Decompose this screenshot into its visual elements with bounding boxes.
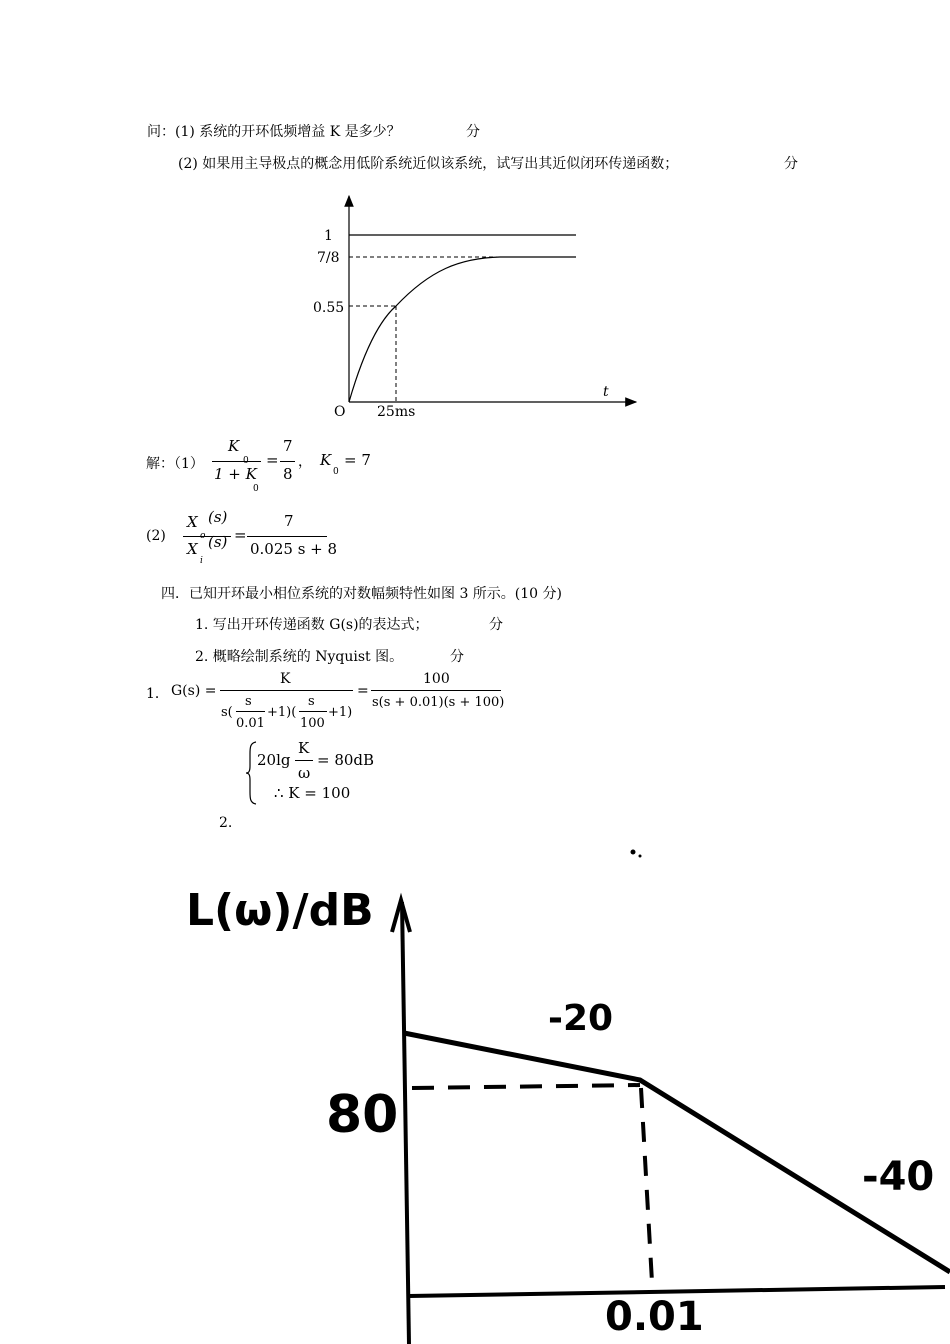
brace-line2: ∴ K = 100 bbox=[274, 784, 351, 802]
sol1-comma: ， bbox=[298, 454, 312, 470]
answer-sub-bar-a bbox=[236, 711, 265, 712]
tick-7-8: 7/8 bbox=[317, 250, 340, 266]
section4-item1: 1. 写出开环传递函数 G(s)的表达式； bbox=[195, 617, 429, 633]
speck-icon bbox=[639, 855, 642, 858]
tick-055: 0.55 bbox=[313, 300, 345, 316]
answer-g: G(s) = bbox=[171, 683, 217, 699]
bode-y-axis bbox=[402, 902, 409, 1344]
brace-line1-b: = 80dB bbox=[317, 751, 375, 769]
answer-k: K bbox=[280, 671, 291, 687]
bode-slope-20: -20 bbox=[548, 998, 614, 1039]
answer-den2: s(s + 0.01)(s + 100) bbox=[372, 695, 505, 710]
sol1-val-den: 8 bbox=[283, 465, 293, 483]
answer-d-b: 100 bbox=[300, 716, 325, 731]
answer-plus1: +1)( bbox=[267, 705, 297, 720]
brace-line1-a: 20lg bbox=[257, 751, 291, 769]
sol1-k-value: = 7 bbox=[344, 451, 371, 469]
speck-icon bbox=[631, 850, 636, 855]
solution-label: 解：（1） bbox=[146, 456, 204, 472]
bode-corner-dashed-line bbox=[641, 1088, 652, 1282]
step-response-chart bbox=[300, 190, 650, 425]
sol2-i-sub: i bbox=[200, 556, 203, 566]
bode-corner-label: 0.01 bbox=[605, 1294, 704, 1340]
bode-slope-40: -40 bbox=[862, 1154, 935, 1200]
bode-level-80: 80 bbox=[326, 1085, 399, 1145]
brace-line1-k: K bbox=[298, 739, 310, 757]
bode-magnitude-curve bbox=[404, 1033, 950, 1272]
response-curve bbox=[349, 257, 576, 402]
answer-s-a: s bbox=[245, 694, 252, 709]
sol1-k: K bbox=[320, 451, 332, 469]
sol1-eq: = bbox=[266, 451, 279, 469]
answer-num2: 100 bbox=[423, 671, 450, 687]
sol1-den-sub: 0 bbox=[253, 484, 259, 494]
section4-title: 四．已知开环最小相位系统的对数幅频特性如图 3 所示。(10 分) bbox=[161, 586, 562, 602]
section4-item1-score: 分 bbox=[489, 617, 503, 633]
answer-den1: s( bbox=[221, 705, 233, 720]
sol2-o-sub: o bbox=[200, 531, 206, 541]
sol2-num: 7 bbox=[284, 512, 294, 530]
question-1: 问：(1) 系统的开环低频增益 K 是多少？ bbox=[147, 124, 401, 140]
question-2: (2) 如果用主导极点的概念用低阶系统近似该系统，试写出其近似闭环传递函数； bbox=[178, 156, 679, 172]
question-2-score: 分 bbox=[784, 156, 798, 172]
bode-magnitude-plot bbox=[0, 840, 950, 1344]
origin-label: O bbox=[334, 404, 346, 420]
question-1-score: 分 bbox=[466, 124, 480, 140]
section4-item2-score: 分 bbox=[450, 649, 464, 665]
answer-sub-bar-b bbox=[299, 711, 327, 712]
sol2-s2: (s) bbox=[208, 533, 228, 551]
sol2-xo: X bbox=[187, 513, 198, 531]
sol1-num: K bbox=[228, 437, 240, 455]
answer-item2: 2. bbox=[219, 815, 233, 831]
tick-25ms: 25ms bbox=[377, 404, 416, 420]
solution-2-label: (2) bbox=[146, 528, 166, 544]
brace-line1-w: ω bbox=[298, 764, 311, 782]
sol1-k-sub: 0 bbox=[333, 467, 339, 477]
sol2-s1: (s) bbox=[208, 508, 228, 526]
sol2-den: 0.025 s + 8 bbox=[250, 540, 338, 558]
sol1-val-bar bbox=[280, 461, 295, 462]
answer-plus2: +1) bbox=[328, 705, 353, 720]
sol1-val-num: 7 bbox=[283, 437, 293, 455]
section4-item2: 2. 概略绘制系统的 Nyquist 图。 bbox=[195, 649, 404, 665]
bode-80db-dashed-line bbox=[412, 1085, 640, 1088]
sol1-num-sub: 0 bbox=[243, 456, 249, 466]
bode-ylabel: L(ω)/dB bbox=[186, 885, 374, 936]
sol2-eq: = bbox=[234, 526, 247, 544]
t-axis-label: t bbox=[603, 384, 609, 400]
sol1-den: 1 + K bbox=[214, 465, 257, 483]
brace-line1-bar bbox=[295, 760, 313, 761]
sol2-right-bar bbox=[247, 536, 327, 537]
answer-right-bar bbox=[371, 690, 501, 691]
brace-icon bbox=[244, 740, 260, 806]
answer-main-bar bbox=[220, 690, 353, 691]
answer-s-b: s bbox=[308, 694, 315, 709]
answer-label: 1． bbox=[146, 686, 169, 702]
answer-eq: = bbox=[357, 683, 369, 699]
sol1-fraction-bar bbox=[212, 461, 261, 462]
answer-d-a: 0.01 bbox=[236, 716, 265, 731]
sol2-xi: X bbox=[187, 540, 198, 558]
tick-1: 1 bbox=[324, 228, 333, 244]
